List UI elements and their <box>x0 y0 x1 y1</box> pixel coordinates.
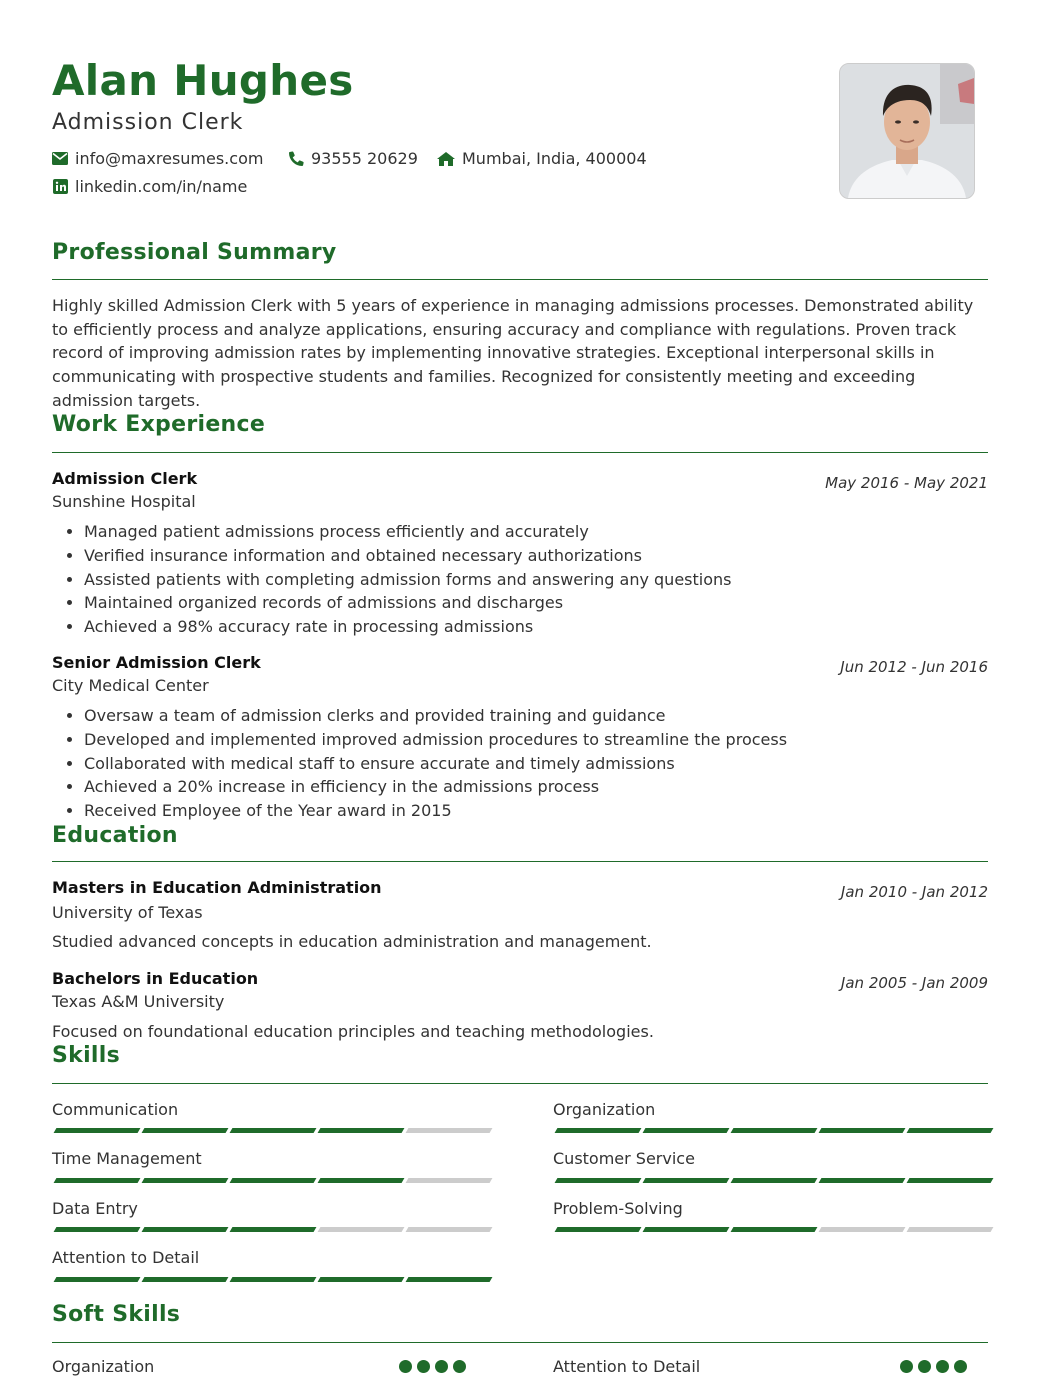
skill-bar-segment <box>142 1178 229 1183</box>
skill-bar-segment <box>819 1128 906 1133</box>
skill-bar-segment <box>230 1178 317 1183</box>
skill-bar-segment <box>230 1277 317 1282</box>
skill-bar <box>556 1227 992 1232</box>
skill-bar-segment <box>318 1128 405 1133</box>
experience-heading: Work Experience <box>52 412 266 437</box>
skill-bar-segment <box>142 1128 229 1133</box>
skill-label: Communication <box>52 1100 179 1119</box>
skill-bar-segment <box>731 1178 818 1183</box>
job-company: Sunshine Hospital <box>52 492 196 511</box>
skill-bar-segment <box>819 1178 906 1183</box>
skill-bar-segment <box>555 1227 642 1232</box>
skill-bar-segment <box>142 1277 229 1282</box>
skill-bar-segment <box>54 1128 141 1133</box>
degree-school: Texas A&M University <box>52 992 225 1011</box>
skill-label: Problem-Solving <box>553 1199 683 1218</box>
degree-dates: Jan 2010 - Jan 2012 <box>840 883 988 901</box>
candidate-name: Alan Hughes <box>52 56 354 105</box>
degree-title: Masters in Education Administration <box>52 878 382 897</box>
list-item: • Achieved a 20% increase in efficiency in the admissions process <box>84 775 787 799</box>
experience-divider <box>52 452 988 453</box>
skill-bar-segment <box>406 1178 493 1183</box>
skill-bar-segment <box>230 1128 317 1133</box>
skill-label: Customer Service <box>553 1149 695 1168</box>
job-dates: May 2016 - May 2021 <box>825 474 988 492</box>
skill-bar-segment <box>643 1227 730 1232</box>
job-title: Admission Clerk <box>52 469 198 488</box>
list-item: • Developed and implemented improved admission procedures to streamline the process <box>84 728 787 752</box>
soft-skill-dot <box>435 1360 448 1373</box>
education-heading: Education <box>52 823 178 848</box>
skill-bar-segment <box>907 1128 994 1133</box>
home-icon <box>437 151 455 167</box>
job-title: Senior Admission Clerk <box>52 653 261 672</box>
job-bullets <box>58 520 731 639</box>
skill-bar <box>556 1128 992 1133</box>
skills-divider <box>52 1083 988 1084</box>
skill-bar-segment <box>54 1178 141 1183</box>
email-text: info@maxresumes.com <box>75 149 264 168</box>
skill-bar <box>55 1277 491 1282</box>
list-item: • Managed patient admissions process efficiently and accurately <box>84 520 731 544</box>
degree-description: Focused on foundational education principles and teaching methodologies. <box>52 1022 654 1041</box>
skill-bar-segment <box>318 1178 405 1183</box>
skill-bar <box>556 1178 992 1183</box>
soft-skill-dot <box>918 1360 931 1373</box>
skill-bar-segment <box>819 1227 906 1232</box>
phone-text: 93555 20629 <box>311 149 418 168</box>
skill-bar-segment <box>643 1128 730 1133</box>
skill-label: Data Entry <box>52 1199 138 1218</box>
soft-skill-dot <box>417 1360 430 1373</box>
skill-bar-segment <box>54 1277 141 1282</box>
summary-heading: Professional Summary <box>52 240 337 265</box>
skill-bar-segment <box>731 1227 818 1232</box>
skill-bar-segment <box>643 1178 730 1183</box>
list-item: • Verified insurance information and obtained necessary authorizations <box>84 544 731 568</box>
skill-bar-segment <box>406 1128 493 1133</box>
skill-label: Time Management <box>52 1149 202 1168</box>
education-divider <box>52 861 988 862</box>
skill-bar-segment <box>555 1128 642 1133</box>
soft-skill-label: Organization <box>52 1357 155 1376</box>
location-text: Mumbai, India, 400004 <box>462 149 647 168</box>
skill-bar-segment <box>230 1227 317 1232</box>
soft-skill-label: Attention to Detail <box>553 1357 701 1376</box>
soft-skill-dot <box>936 1360 949 1373</box>
skill-bar-segment <box>907 1178 994 1183</box>
list-item: • Received Employee of the Year award in 2015 <box>84 799 787 823</box>
linkedin-icon <box>52 179 68 195</box>
degree-description: Studied advanced concepts in education administration and management. <box>52 932 652 951</box>
skill-bar <box>55 1227 491 1232</box>
soft-skill-dot <box>453 1360 466 1373</box>
job-bullets <box>58 704 787 823</box>
list-item: • Maintained organized records of admissions and discharges <box>84 591 731 615</box>
skill-bar-segment <box>54 1227 141 1232</box>
soft-skill-dot <box>399 1360 412 1373</box>
degree-dates: Jan 2005 - Jan 2009 <box>840 974 988 992</box>
skill-bar-segment <box>406 1227 493 1232</box>
soft-skill-dots <box>900 1360 967 1373</box>
skill-label: Attention to Detail <box>52 1248 200 1267</box>
soft-skill-dot <box>900 1360 913 1373</box>
skills-heading: Skills <box>52 1043 120 1068</box>
skill-bar-segment <box>318 1277 405 1282</box>
phone-icon <box>288 151 304 167</box>
job-dates: Jun 2012 - Jun 2016 <box>840 658 988 676</box>
soft-skill-dots <box>399 1360 466 1373</box>
candidate-title: Admission Clerk <box>52 110 244 135</box>
summary-text: Highly skilled Admission Clerk with 5 years of experience in managing admissions processes. Demonstrated ability to efficiently process and analyze applications, ensuring accuracy and compliance with regulations. Proven track record of improving admission rates by implementing innovative strategies. Exceptional interpersonal skills in communicating with prospective students and families. Recognized for consistently meeting and exceeding admission targets. <box>52 296 974 410</box>
soft-skills-heading: Soft Skills <box>52 1302 181 1327</box>
degree-title: Bachelors in Education <box>52 969 259 988</box>
envelope-icon <box>52 151 68 167</box>
summary-divider <box>52 279 988 280</box>
skill-bar-segment <box>318 1227 405 1232</box>
soft-skill-dot <box>954 1360 967 1373</box>
list-item: • Assisted patients with completing admission forms and answering any questions <box>84 568 731 592</box>
skill-label: Organization <box>553 1100 656 1119</box>
list-item: • Collaborated with medical staff to ensure accurate and timely admissions <box>84 752 787 776</box>
contact-phone[interactable] <box>288 149 418 168</box>
contact-linkedin[interactable] <box>52 177 247 196</box>
skill-bar <box>55 1178 491 1183</box>
skill-bar-segment <box>406 1277 493 1282</box>
contact-location <box>437 149 647 168</box>
profile-photo <box>839 63 975 199</box>
linkedin-text: linkedin.com/in/name <box>75 177 248 196</box>
degree-school: University of Texas <box>52 903 203 922</box>
skill-bar <box>55 1128 491 1133</box>
soft-skills-divider <box>52 1342 988 1343</box>
skill-bar-segment <box>142 1227 229 1232</box>
contact-email[interactable] <box>52 149 263 168</box>
skill-bar-segment <box>555 1178 642 1183</box>
skill-bar-segment <box>907 1227 994 1232</box>
list-item: • Oversaw a team of admission clerks and provided training and guidance <box>84 704 787 728</box>
job-company: City Medical Center <box>52 676 209 695</box>
skill-bar-segment <box>731 1128 818 1133</box>
list-item: • Achieved a 98% accuracy rate in processing admissions <box>84 615 731 639</box>
